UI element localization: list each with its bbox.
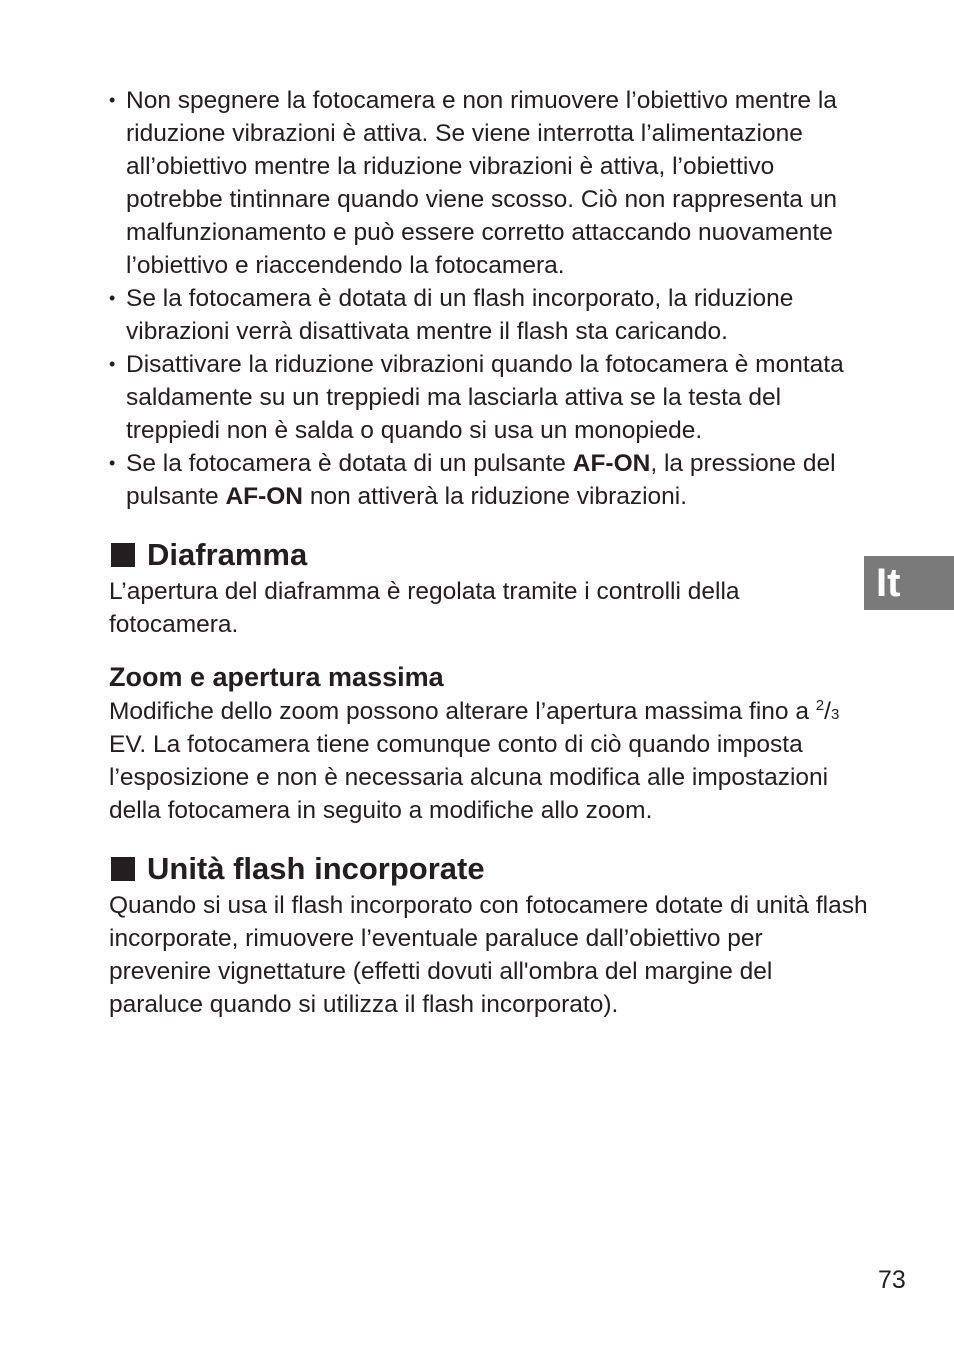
language-tab: It xyxy=(864,556,954,610)
zoom-body-text: Modifiche dello zoom possono alterare l’apertura massima fino a xyxy=(109,698,816,725)
af-on-label: AF-ON xyxy=(225,483,304,510)
bullet-item xyxy=(109,282,869,348)
section-heading-text: Diaframma xyxy=(147,537,308,572)
bullet-text: Non spegnere la fotocamera e non rimuovere l’obiettivo mentre la riduzione vibrazioni è attiva. Se viene interrotta l’alimentazione all’obiettivo mentre la riduzione vibrazioni è attiva, l’obiettivo potrebbe tintinnare quando viene scosso. Ciò non rappresenta un malfunzionamento e può essere corretto attaccando nuovamente l’obiettivo e riaccendendo la fotocamera. xyxy=(126,87,837,279)
page-number: 73 xyxy=(878,1266,906,1294)
diaframma-body: L’apertura del diaframma è regolata tramite i controlli della fotocamera. xyxy=(109,578,740,638)
bullet-item xyxy=(109,447,869,513)
bullet-text: Disattivare la riduzione vibrazioni quando la fotocamera è montata saldamente su un treppiedi ma lasciarla attiva se la testa del treppiedi non è salda o quando si usa un monopiede. xyxy=(126,351,844,444)
fraction-denominator: 3 xyxy=(830,706,840,723)
bullet-item xyxy=(109,84,869,282)
section-heading-diaframma xyxy=(109,535,869,575)
bullet-text: , la pressione del pulsante xyxy=(126,450,836,510)
af-on-label: AF-ON xyxy=(572,450,651,477)
fraction-numerator: 2 xyxy=(815,697,825,714)
zoom-body xyxy=(109,695,869,827)
square-bullet-icon xyxy=(111,543,135,567)
zoom-body-text: EV. La fotocamera tiene comunque conto di ciò quando imposta l’esposizione e non è necessaria alcuna modifica alle impostazioni della fotocamera in seguito a modifiche allo zoom. xyxy=(109,731,829,824)
fraction-separator: / xyxy=(824,698,831,725)
subheading-zoom: Zoom e apertura massima xyxy=(109,662,444,692)
flash-body: Quando si usa il flash incorporato con fotocamere dotate di unità flash incorporate, rimuovere l’eventuale paraluce dall’obiettivo per prevenire vignettature (effetti dovuti all'ombra del margine del paraluce quando si utilizza il flash incorporato). xyxy=(109,892,868,1018)
bullet-item xyxy=(109,348,869,447)
bullet-text: non attiverà la riduzione vibrazioni. xyxy=(303,483,688,510)
bullet-text: Se la fotocamera è dotata di un pulsante xyxy=(126,450,573,477)
square-bullet-icon xyxy=(111,857,135,881)
page-content xyxy=(109,84,869,1021)
bullet-text: Se la fotocamera è dotata di un flash incorporato, la riduzione vibrazioni verrà disattivata mentre il flash sta caricando. xyxy=(126,285,794,345)
section-heading-flash xyxy=(109,849,869,889)
bullet-list xyxy=(109,84,869,513)
section-heading-text: Unità flash incorporate xyxy=(147,851,485,886)
